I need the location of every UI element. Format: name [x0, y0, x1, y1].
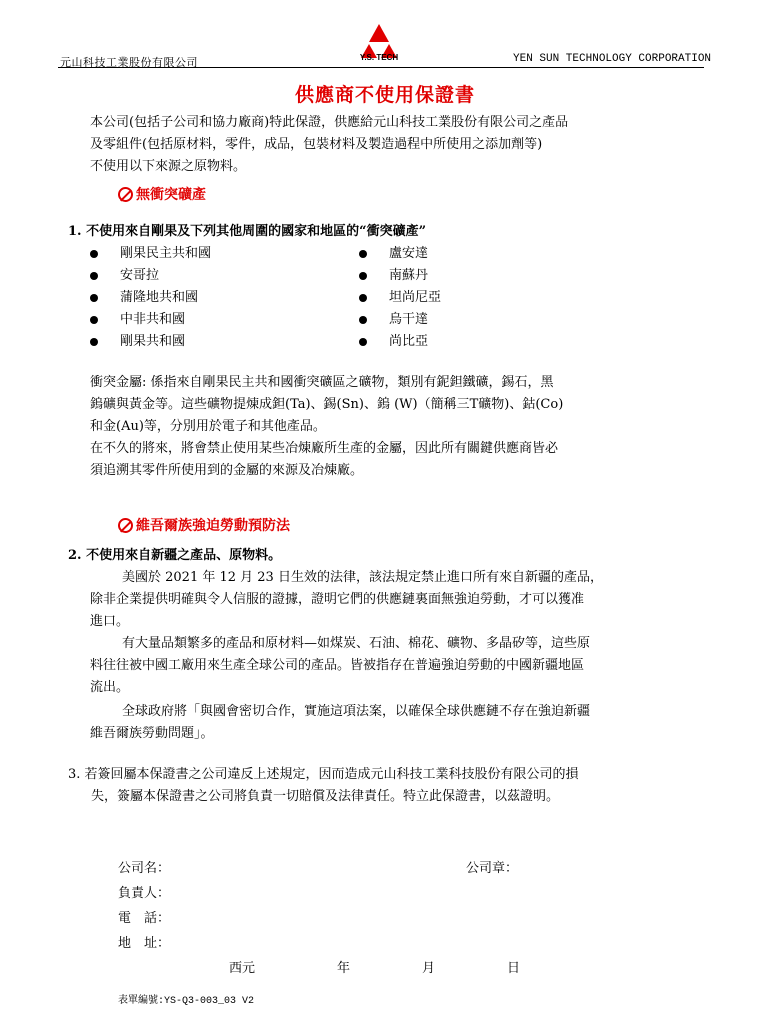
address-label: 地 址： — [118, 936, 171, 951]
bullet-icon — [359, 272, 367, 280]
logo-text: Y.S. TECH — [359, 53, 399, 62]
uflpa-paragraph-2 — [90, 633, 590, 699]
definition-line: 和金(Au)等，分別用於電子和其他產品。 — [90, 419, 326, 434]
header-company-en: YEN SUN TECHNOLOGY CORPORATION — [513, 53, 712, 65]
bullet-icon — [90, 272, 98, 280]
date-day-label: 日 — [507, 961, 521, 976]
list-item: 烏干達 — [359, 309, 599, 331]
list-item: 尚比亞 — [359, 331, 599, 353]
header-company-zh: 元山科技工業股份有限公司 — [60, 56, 198, 69]
date-month-label: 月 — [422, 961, 436, 976]
section1-heading-text: 無衝突礦產 — [136, 187, 206, 203]
uflpa-paragraph-1 — [90, 567, 603, 633]
prohibited-icon — [118, 187, 133, 202]
paragraph-line: 美國於 2021 年 12 月 23 日生效的法律，該法規定禁止進口所有來自新疆的產品， — [122, 570, 603, 585]
paragraph-line: 料往往被中國工廠用來生產全球公司的產品。皆被指存在普遍強迫勞動的中國新疆地區 — [90, 658, 585, 673]
bullet-icon — [90, 250, 98, 258]
countries-list-right — [359, 243, 599, 353]
bullet-icon — [90, 294, 98, 302]
list-item: 安哥拉 — [90, 265, 330, 287]
countries-list-left — [90, 243, 330, 353]
paragraph-line: 進口。 — [90, 614, 130, 629]
form-number: 表單編號:YS-Q3-003_03 V2 — [118, 996, 255, 1007]
section2-heading-text: 維吾爾族強迫勞動預防法 — [136, 518, 290, 534]
section1-heading — [118, 184, 206, 204]
paragraph-line: 有大量品類繁多的產品和原材料—如煤炭、石油、棉花、礦物、多晶矽等，這些原 — [122, 636, 591, 651]
intro-paragraph — [90, 112, 568, 178]
list-item: 中非共和國 — [90, 309, 330, 331]
bullet-icon — [90, 316, 98, 324]
bullet-icon — [359, 250, 367, 258]
intro-line: 不使用以下來源之原物料。 — [90, 159, 247, 174]
intro-line: 及零組件(包括原材料，零件，成品，包裝材料及製造過程中所使用之添加劑等) — [90, 137, 543, 152]
prohibited-icon — [118, 518, 133, 533]
bullet-icon — [90, 338, 98, 346]
date-era-label: 西元 — [229, 961, 256, 976]
section3-paragraph — [68, 764, 579, 808]
paragraph-line: 流出。 — [90, 680, 130, 695]
list-item: 蒲隆地共和國 — [90, 287, 330, 309]
header-divider — [58, 67, 704, 68]
paragraph-line: 維吾爾族勞動問題」。 — [90, 726, 214, 741]
bullet-icon — [359, 316, 367, 324]
definition-line: 鎢礦與黃金等。這些礦物提煉成鉭(Ta)、錫(Sn)、鎢 (W)（簡稱三T礦物)、鈷(Co) — [90, 397, 564, 412]
paragraph-line: 失，簽屬本保證書之公司將負責一切賠償及法律責任。特立此保證書，以茲證明。 — [91, 789, 560, 804]
list-item: 南蘇丹 — [359, 265, 599, 287]
definition-line: 衝突金屬: 係指來自剛果民主共和國衝突礦區之礦物，類別有鈮鉭鐵礦，錫石，黑 — [90, 375, 554, 390]
bullet-icon — [359, 294, 367, 302]
list-item: 盧安達 — [359, 243, 599, 265]
list-item: 坦尚尼亞 — [359, 287, 599, 309]
paragraph-line: 3. 若簽回屬本保證書之公司違反上述規定，因而造成元山科技工業科技股份有限公司的損 — [68, 767, 579, 782]
company-seal-label: 公司章： — [466, 861, 519, 876]
definition-line: 在不久的將來，將會禁止使用某些冶煉廠所生產的金屬，因此所有關鍵供應商皆必 — [90, 441, 559, 456]
date-year-label: 年 — [337, 961, 351, 976]
document-title: 供應商不使用保證書 — [294, 84, 475, 106]
uflpa-paragraph-3 — [90, 701, 590, 745]
intro-line: 本公司(包括子公司和協力廠商)特此保證，供應給元山科技工業股份有限公司之產品 — [90, 115, 569, 130]
section2-heading — [118, 515, 290, 535]
company-name-label: 公司名： — [118, 861, 171, 876]
list-item: 剛果民主共和國 — [90, 243, 330, 265]
phone-label: 電 話： — [118, 911, 171, 926]
paragraph-line: 全球政府將「與國會密切合作，實施這項法案，以確保全球供應鏈不存在強迫新疆 — [122, 704, 591, 719]
person-in-charge-label: 負責人： — [118, 886, 171, 901]
conflict-metal-definition — [90, 372, 563, 482]
list-item: 剛果共和國 — [90, 331, 330, 353]
section1-item-title: 1. 不使用來自剛果及下列其他周圍的國家和地區的“衝突礦產” — [68, 224, 427, 239]
bullet-icon — [359, 338, 367, 346]
definition-line: 須追溯其零件所使用到的金屬的來源及冶煉廠。 — [90, 463, 364, 478]
paragraph-line: 除非企業提供明確與令人信服的證據，證明它們的供應鏈裏面無強迫勞動，才可以獲准 — [90, 592, 585, 607]
section2-item-title: 2. 不使用來自新疆之產品、原物料。 — [68, 548, 282, 563]
